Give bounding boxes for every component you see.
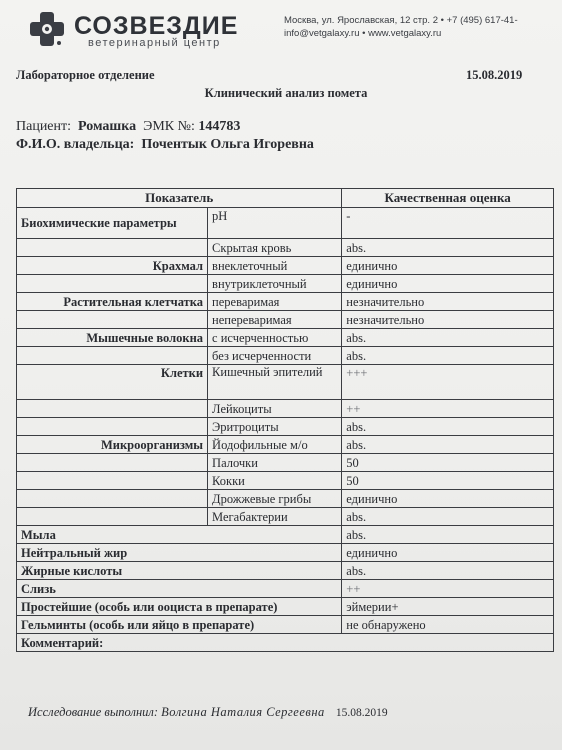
full-label-cell: Простейшие (особь или ооциста в препарате): [17, 598, 342, 616]
value-cell: abs.: [342, 418, 554, 436]
owner-line: [16, 137, 314, 153]
full-label-cell: Слизь: [17, 580, 342, 598]
value-cell: не обнаружено: [342, 616, 554, 634]
table-row: [17, 472, 554, 490]
table-row: [17, 257, 554, 275]
param-cell: Кишечный эпителий: [208, 365, 342, 400]
patient-label: Пациент:: [16, 119, 72, 134]
group-cell: Растительная клетчатка: [17, 293, 208, 311]
footer-signature: [28, 705, 388, 720]
value-cell: эймерии+: [342, 598, 554, 616]
value-cell: abs.: [342, 562, 554, 580]
full-label-cell: Жирные кислоты: [17, 562, 342, 580]
clinic-header: [22, 6, 562, 48]
value-cell: +++: [342, 365, 554, 400]
param-cell: Скрытая кровь: [208, 239, 342, 257]
param-cell: Йодофильные м/о: [208, 436, 342, 454]
group-cell: Крахмал: [17, 257, 208, 275]
group-cell: [17, 311, 208, 329]
table-row: [17, 400, 554, 418]
param-cell: Мегабактерии: [208, 508, 342, 526]
table-row: [17, 508, 554, 526]
value-cell: abs.: [342, 508, 554, 526]
header-indicator: Показатель: [17, 189, 342, 208]
value-cell: ++: [342, 400, 554, 418]
clinic-tagline: ветеринарный центр: [88, 37, 221, 49]
report-date: 15.08.2019: [466, 68, 523, 82]
table-row: [17, 580, 554, 598]
table-row: [17, 616, 554, 634]
group-cell: Микроорганизмы: [17, 436, 208, 454]
value-cell: 50: [342, 472, 554, 490]
table-row: [17, 418, 554, 436]
value-cell: 50: [342, 454, 554, 472]
clinic-contacts: [284, 14, 562, 40]
param-cell: Эритроциты: [208, 418, 342, 436]
value-cell: единично: [342, 544, 554, 562]
value-cell: единично: [342, 257, 554, 275]
value-cell: abs.: [342, 436, 554, 454]
group-cell: Биохимические параметры: [17, 208, 208, 239]
param-cell: внеклеточный: [208, 257, 342, 275]
param-cell: pH: [208, 208, 342, 239]
table-row: [17, 562, 554, 580]
table-row: [17, 526, 554, 544]
patient-line: [16, 119, 240, 135]
value-cell: abs.: [342, 239, 554, 257]
table-row: [17, 293, 554, 311]
comment-row: [17, 634, 554, 652]
comment-label: Комментарий:: [17, 634, 554, 652]
table-row: [17, 311, 554, 329]
table-row: [17, 598, 554, 616]
table-row: [17, 365, 554, 400]
owner-label: Ф.И.О. владельца:: [16, 137, 135, 152]
table-row: [17, 436, 554, 454]
report-title: Клинический анализ помета: [204, 86, 368, 100]
clinic-address: Москва, ул. Ярославская, 12 стр. 2 • +7 (495) 617-41-: [284, 15, 518, 26]
full-label-cell: Мыла: [17, 526, 342, 544]
performed-by-label: Исследование выполнил:: [28, 705, 159, 719]
value-cell: -: [342, 208, 554, 239]
param-cell: переваримая: [208, 293, 342, 311]
table-row: [17, 239, 554, 257]
group-cell: Клетки: [17, 365, 208, 400]
clinic-name: СОЗВЕЗДИЕ: [74, 12, 239, 40]
param-cell: внутриклеточный: [208, 275, 342, 293]
clinic-logo-icon: [28, 10, 66, 48]
value-cell: единично: [342, 275, 554, 293]
group-cell: [17, 490, 208, 508]
group-cell: Мышечные волокна: [17, 329, 208, 347]
signature-date: 15.08.2019: [335, 707, 388, 719]
param-cell: непереваримая: [208, 311, 342, 329]
group-cell: [17, 400, 208, 418]
value-cell: abs.: [342, 347, 554, 365]
clinic-web: info@vetgalaxy.ru • www.vetgalaxy.ru: [284, 28, 442, 39]
param-cell: без исчерченности: [208, 347, 342, 365]
param-cell: Лейкоциты: [208, 400, 342, 418]
table-row: [17, 347, 554, 365]
emk-label: ЭМК №:: [143, 119, 195, 134]
group-cell: [17, 418, 208, 436]
value-cell: единично: [342, 490, 554, 508]
group-cell: [17, 454, 208, 472]
group-cell: [17, 508, 208, 526]
table-row: [17, 544, 554, 562]
table-row: [17, 208, 554, 239]
department-label: Лабораторное отделение: [16, 68, 155, 82]
performer-name: Волгина Наталия Сергеевна: [161, 705, 325, 719]
group-cell: [17, 472, 208, 490]
emk-number: 144783: [198, 119, 241, 134]
header-assessment: Качественная оценка: [342, 189, 554, 208]
value-cell: незначительно: [342, 293, 554, 311]
value-cell: abs.: [342, 329, 554, 347]
param-cell: Палочки: [208, 454, 342, 472]
patient-name: Ромашка: [78, 119, 137, 134]
full-label-cell: Нейтральный жир: [17, 544, 342, 562]
full-label-cell: Гельминты (особь или яйцо в препарате): [17, 616, 342, 634]
group-cell: [17, 347, 208, 365]
group-cell: [17, 275, 208, 293]
group-cell: [17, 239, 208, 257]
param-cell: с исчерченностью: [208, 329, 342, 347]
table-header-row: [17, 189, 554, 208]
param-cell: Дрожжевые грибы: [208, 490, 342, 508]
table-row: [17, 490, 554, 508]
table-row: [17, 275, 554, 293]
value-cell: незначительно: [342, 311, 554, 329]
value-cell: ++: [342, 580, 554, 598]
value-cell: abs.: [342, 526, 554, 544]
param-cell: Кокки: [208, 472, 342, 490]
results-table: [16, 188, 554, 652]
table-row: [17, 329, 554, 347]
table-row: [17, 454, 554, 472]
owner-name: Почентык Ольга Игоревна: [141, 137, 314, 152]
